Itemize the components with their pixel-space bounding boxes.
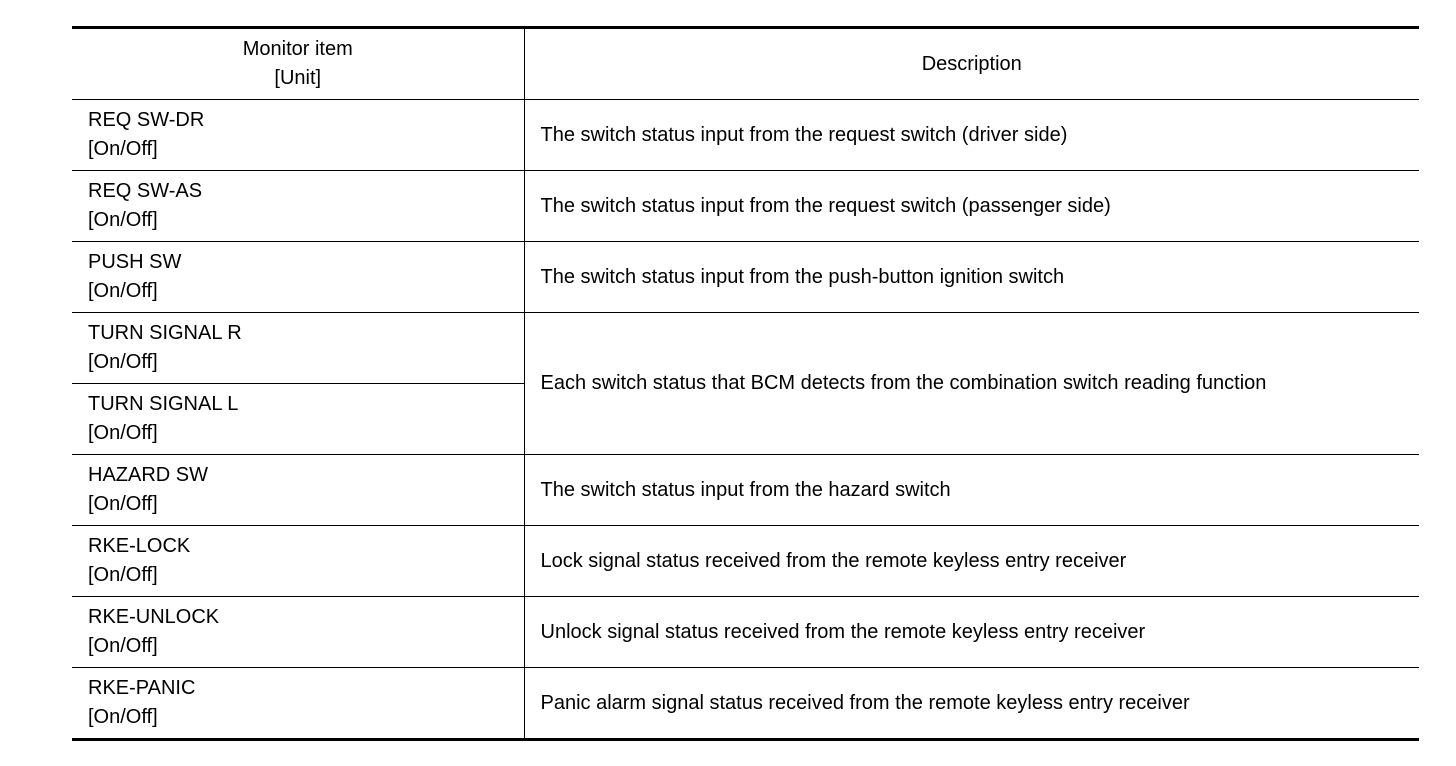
- table-row: [72, 455, 1419, 526]
- monitor-item-cell: [72, 455, 524, 526]
- description-cell: The switch status input from the push-button ignition switch: [524, 242, 1419, 313]
- monitor-item-unit: [On/Off]: [88, 351, 158, 373]
- description-cell: The switch status input from the request switch (driver side): [524, 100, 1419, 171]
- monitor-item-cell: [72, 100, 524, 171]
- monitor-item-cell: [72, 668, 524, 740]
- monitor-item-table: [72, 26, 1419, 741]
- description-cell-merged: Each switch status that BCM detects from the combination switch reading function: [524, 313, 1419, 455]
- monitor-item-cell: [72, 597, 524, 668]
- monitor-item-name: HAZARD SW: [88, 464, 208, 486]
- monitor-item-name: RKE-UNLOCK: [88, 606, 220, 628]
- monitor-item-cell: [72, 171, 524, 242]
- monitor-item-unit: [On/Off]: [88, 209, 158, 231]
- monitor-item-unit: [On/Off]: [88, 564, 158, 586]
- table-row: [72, 242, 1419, 313]
- monitor-item-name: RKE-LOCK: [88, 535, 191, 557]
- table-row: [72, 313, 1419, 384]
- table-row: [72, 668, 1419, 740]
- monitor-item-unit: [On/Off]: [88, 706, 158, 728]
- table-header-row: [72, 28, 1419, 100]
- monitor-item-name: REQ SW-DR: [88, 109, 205, 131]
- monitor-item-unit: [On/Off]: [88, 280, 158, 302]
- monitor-item-name: PUSH SW: [88, 251, 182, 273]
- monitor-item-header: [72, 28, 524, 100]
- table-row: [72, 171, 1419, 242]
- monitor-item-unit: [On/Off]: [88, 422, 158, 444]
- description-cell: Lock signal status received from the remote keyless entry receiver: [524, 526, 1419, 597]
- monitor-item-cell: [72, 313, 524, 384]
- description-cell: Panic alarm signal status received from the remote keyless entry receiver: [540, 691, 1190, 714]
- description-cell: The switch status input from the request switch (passenger side): [524, 171, 1419, 242]
- monitor-item-name: TURN SIGNAL L: [88, 393, 239, 415]
- table-row: [72, 100, 1419, 171]
- monitor-item-cell: [72, 242, 524, 313]
- monitor-item-unit: [On/Off]: [88, 635, 158, 657]
- monitor-item-name: RKE-PANIC: [88, 677, 196, 699]
- monitor-item-unit: [On/Off]: [88, 493, 158, 515]
- monitor-item-cell: [72, 526, 524, 597]
- monitor-item-header-unit: [Unit]: [274, 67, 322, 89]
- table-row: [72, 597, 1419, 668]
- table-row: [72, 526, 1419, 597]
- monitor-item-name: TURN SIGNAL R: [88, 322, 242, 344]
- description-cell: Unlock signal status received from the remote keyless entry receiver: [524, 597, 1419, 668]
- monitor-item-unit: [On/Off]: [88, 138, 158, 160]
- monitor-item-name: REQ SW-AS: [88, 180, 203, 202]
- monitor-item-header-label: Monitor item: [242, 38, 353, 60]
- description-cell: The switch status input from the hazard switch: [524, 455, 1419, 526]
- monitor-item-cell: [72, 384, 524, 455]
- description-header: Description: [524, 28, 1419, 100]
